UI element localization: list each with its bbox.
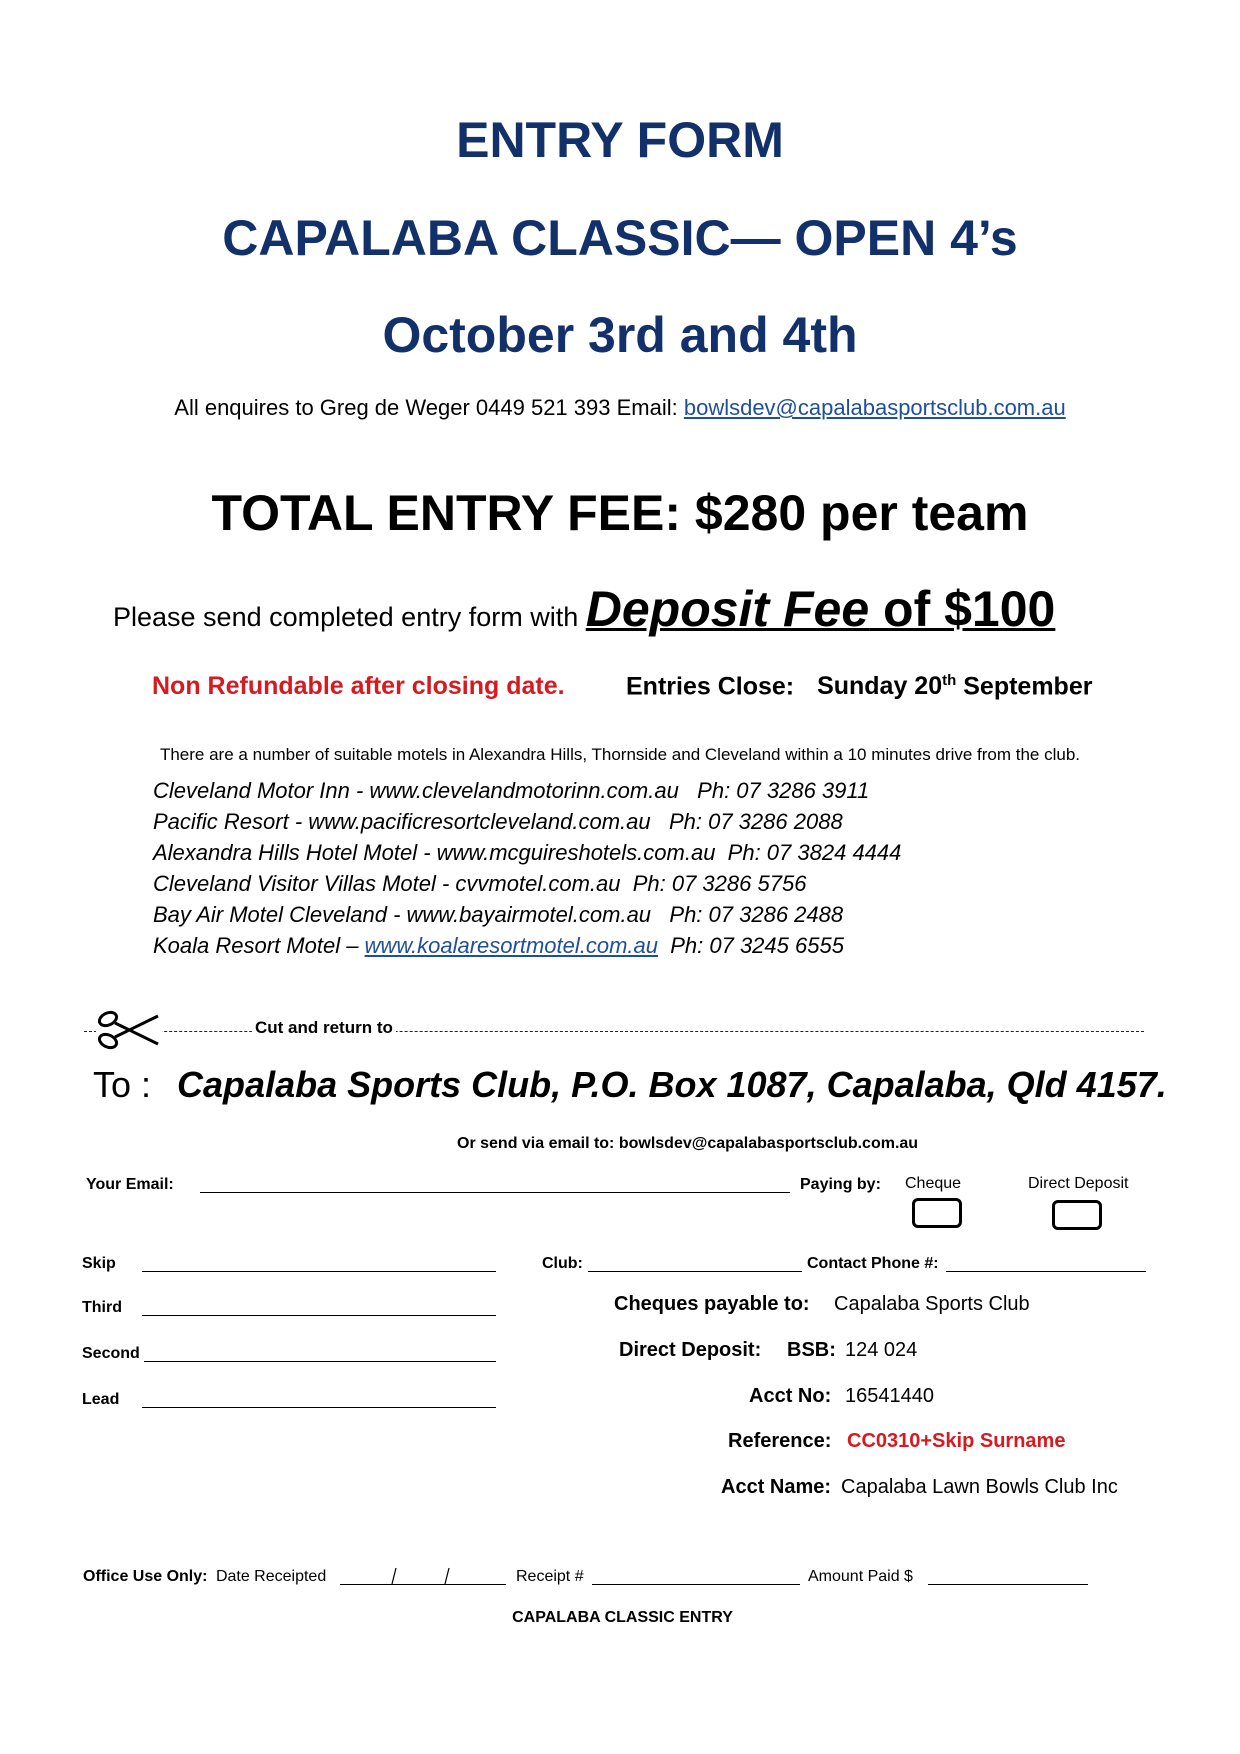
club-field[interactable]: [588, 1271, 802, 1272]
scissors-icon: [96, 1008, 162, 1052]
email-send-line: Or send via email to: bowlsdev@capalabasportsclub.com.au: [457, 1135, 919, 1152]
lead-label: Lead: [82, 1391, 120, 1408]
skip-label: Skip: [82, 1255, 116, 1272]
title-entry-form: ENTRY FORM: [456, 112, 784, 168]
motel-item: Alexandra Hills Hotel Motel - www.mcguireshotels.com.au Ph: 07 3824 4444: [153, 840, 902, 865]
third-field[interactable]: [142, 1315, 496, 1316]
club-label: Club:: [542, 1255, 583, 1272]
enquiries-email-link[interactable]: bowlsdev@capalabasportsclub.com.au: [683, 395, 1066, 420]
bsb-value: 124 024: [845, 1339, 918, 1361]
non-refundable-notice: Non Refundable after closing date.: [152, 672, 565, 700]
deposit-fee-amount: of $100: [869, 581, 1056, 637]
paying-by-label: Paying by:: [800, 1176, 881, 1193]
cheque-label: Cheque: [905, 1175, 962, 1192]
footer-text: CAPALABA CLASSIC ENTRY: [512, 1609, 733, 1626]
contact-phone-label: Contact Phone #:: [807, 1255, 939, 1272]
office-use-row: [83, 1568, 326, 1586]
total-entry-fee: TOTAL ENTRY FEE: $280 per team: [211, 485, 1029, 541]
motel-item: Koala Resort Motel – www.koalaresortmotel.com.au Ph: 07 3245 6555: [153, 933, 844, 958]
reference-value: CC0310+Skip Surname: [847, 1430, 1066, 1452]
deposit-lead-text: Please send completed entry form with: [113, 602, 586, 632]
motel-item: Pacific Resort - www.pacificresortcleveland.com.au Ph: 07 3286 2088: [153, 809, 843, 834]
acct-no-value: 16541440: [845, 1385, 934, 1407]
direct-deposit-label: Direct Deposit:: [619, 1339, 762, 1361]
reference-label: Reference:: [728, 1430, 832, 1452]
date-separators: [384, 1566, 474, 1586]
entries-close-month: September: [956, 672, 1093, 701]
koala-resort-link[interactable]: www.koalaresortmotel.com.au: [364, 933, 658, 958]
third-label: Third: [82, 1299, 122, 1316]
office-use-label: Office Use Only:: [83, 1568, 208, 1585]
entries-close-label: Entries Close:: [626, 672, 795, 701]
second-field[interactable]: [144, 1361, 496, 1362]
deposit-line: [113, 580, 1055, 638]
contact-phone-field[interactable]: [946, 1271, 1146, 1272]
amount-paid-field[interactable]: [928, 1584, 1088, 1585]
amount-paid-label: Amount Paid $: [808, 1568, 913, 1585]
cut-line: [84, 1006, 1144, 1050]
motel-item: Cleveland Motor Inn - www.clevelandmotorinn.com.au Ph: 07 3286 3911: [153, 778, 870, 803]
acct-name-label: Acct Name:: [721, 1476, 832, 1498]
receipt-field[interactable]: [592, 1584, 800, 1585]
your-email-field[interactable]: [200, 1192, 790, 1193]
enquiries-text: All enquires to Greg de Weger 0449 521 393 Email:: [174, 395, 684, 420]
second-label: Second: [82, 1345, 140, 1362]
deposit-fee-italic: Deposit Fee: [585, 581, 870, 637]
title-event-dates: October 3rd and 4th: [382, 307, 858, 363]
entries-close: [626, 672, 1092, 701]
motels-intro: There are a number of suitable motels in Alexandra Hills, Thornside and Cleveland within a 10 minutes drive from the club.: [159, 745, 1081, 764]
receipt-label: Receipt #: [516, 1568, 584, 1585]
direct-deposit-option-label: Direct Deposit: [1028, 1175, 1129, 1192]
lead-field[interactable]: [142, 1407, 496, 1408]
cut-dashed-line: [84, 1031, 1144, 1032]
motel-list: [153, 775, 901, 961]
your-email-label: Your Email:: [86, 1176, 174, 1193]
return-address: [93, 1064, 1167, 1106]
cheques-payable-label: Cheques payable to:: [614, 1293, 810, 1315]
to-label: To :: [93, 1064, 152, 1105]
date-receipted-label: Date Receipted: [215, 1568, 327, 1585]
deposit-fee-heading: [586, 581, 1056, 637]
skip-field[interactable]: [142, 1271, 496, 1272]
entries-close-day: Sunday 20: [817, 672, 943, 701]
motel-item: Bay Air Motel Cleveland - www.bayairmotel.com.au Ph: 07 3286 2488: [153, 902, 844, 927]
return-address-text: Capalaba Sports Club, P.O. Box 1087, Capalaba, Qld 4157.: [177, 1064, 1167, 1105]
cut-and-return-label: Cut and return to: [252, 1018, 396, 1038]
cheque-checkbox[interactable]: [912, 1198, 962, 1228]
title-event-name: CAPALABA CLASSIC— OPEN 4’s: [222, 210, 1018, 266]
entries-close-sup: th: [942, 672, 957, 689]
acct-no-label: Acct No:: [749, 1385, 832, 1407]
direct-deposit-checkbox[interactable]: [1052, 1200, 1102, 1230]
bsb-label: BSB:: [787, 1339, 836, 1361]
motel-item: Cleveland Visitor Villas Motel - cvvmotel.com.au Ph: 07 3286 5756: [153, 871, 807, 896]
enquiries-line: [0, 395, 1240, 421]
acct-name-value: Capalaba Lawn Bowls Club Inc: [841, 1476, 1118, 1498]
cheques-payable-value: Capalaba Sports Club: [834, 1293, 1030, 1315]
